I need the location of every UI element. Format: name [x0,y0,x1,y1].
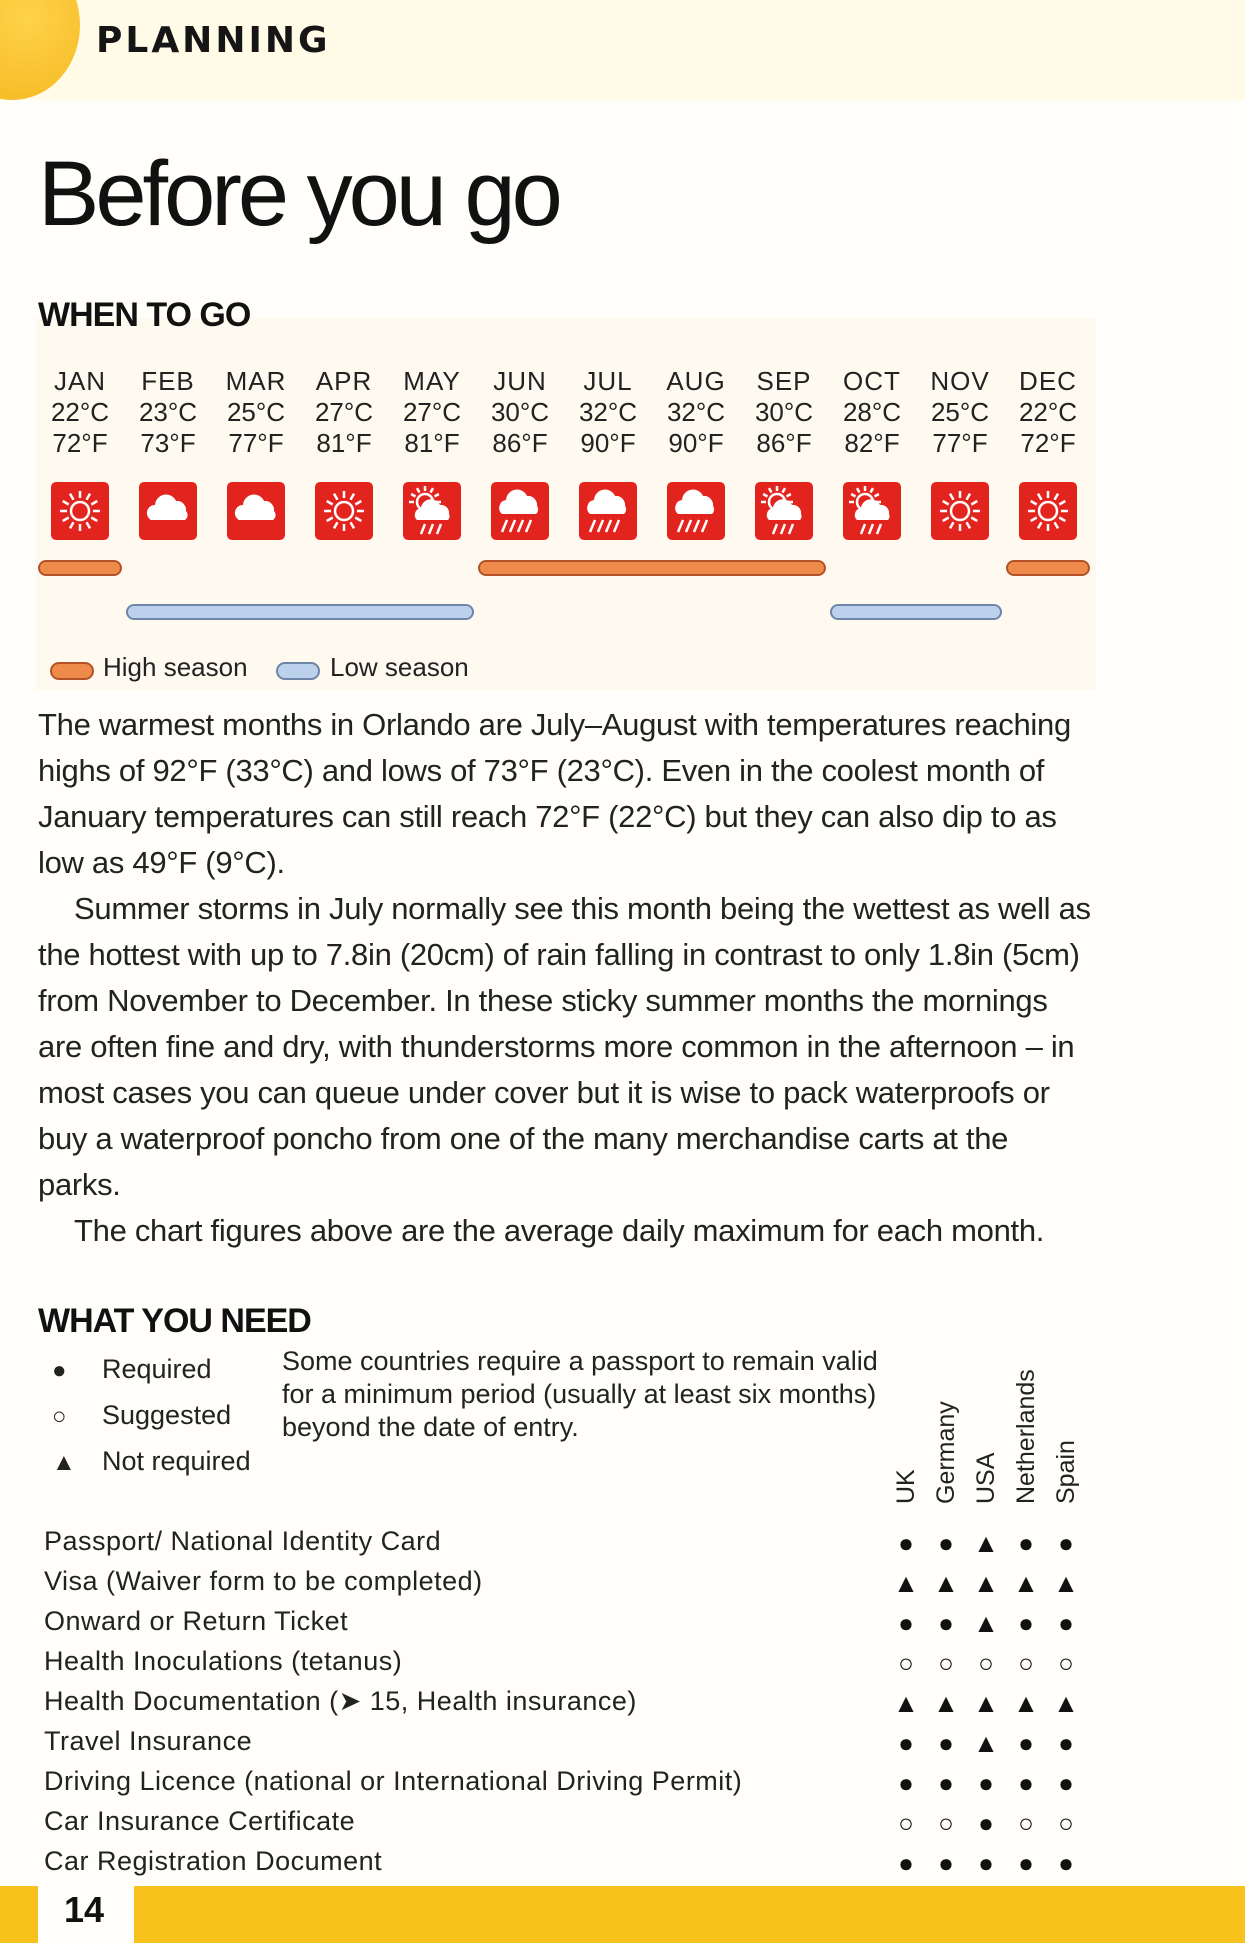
suggested-icon: ○ [978,1648,994,1678]
suggested-icon: ○ [898,1648,914,1678]
temp-celsius: 25°C [226,397,286,427]
month-name: MAY [403,366,461,396]
paragraph: The warmest months in Orlando are July–August with temperatures reaching highs of 92°F (33°C) and lows of 73°F (23°C). Even in the coolest month of January temperatures can still reach 72°F (22°C) but they can also dip to as low as 49°F (9°C). [38,707,1071,880]
month-name: MAR [225,366,287,396]
not-required-icon: ▲ [893,1688,919,1718]
requirement-label: Driving Licence (national or International Driving Permit) [44,1766,743,1796]
paragraph: The chart figures above are the average daily maximum for each month. [74,1213,1045,1248]
cloud-icon [227,482,285,540]
required-icon: ● [1058,1768,1074,1798]
month-jan [36,366,124,459]
cloud-icon [139,482,197,540]
required-icon: ● [898,1728,914,1758]
month-sep [740,366,828,459]
passport-note: Some countries require a passport to remain valid for a minimum period (usually at least six months) beyond the date of entry. [282,1346,878,1442]
suggested-icon: ○ [938,1808,954,1838]
month-name: NOV [930,366,990,396]
country-usa: USA [972,1452,1000,1504]
requirement-label: Health Documentation (➤ 15, Health insurance) [44,1686,637,1716]
requirement-label: Car Insurance Certificate [44,1806,356,1836]
month-name: JUN [493,366,547,396]
suggested-icon: ○ [1018,1808,1034,1838]
requirement-label: Travel Insurance [44,1726,253,1756]
suggested-icon: ○ [938,1648,954,1678]
month-name: APR [315,366,373,396]
required-icon: ● [898,1528,914,1558]
key-label: Not required [102,1446,251,1476]
required-icon: ● [978,1768,994,1798]
country-netherlands: Netherlands [1012,1369,1040,1504]
temp-celsius: 30°C [490,397,550,427]
cloud-rain-icon [667,482,725,540]
cloud-rain-icon [579,482,637,540]
required-icon: ● [938,1528,954,1558]
when-to-go-heading: WHEN TO GO [38,296,251,334]
temp-celsius: 22°C [1018,397,1078,427]
high-season-label: High season [103,652,248,682]
temp-fahrenheit: 90°F [668,428,724,458]
temp-fahrenheit: 72°F [52,428,108,458]
month-name: AUG [666,366,726,396]
month-name: JUL [583,366,633,396]
not-required-icon: ▲ [973,1688,999,1718]
required-icon: ● [1018,1768,1034,1798]
not-required-icon: ▲ [933,1688,959,1718]
temp-celsius: 22°C [50,397,110,427]
sun-icon [1019,482,1077,540]
month-name: OCT [843,366,901,396]
climate-description [38,702,1098,1254]
triangle-icon: ▲ [52,1449,76,1476]
key-label: Required [102,1354,212,1384]
temp-fahrenheit: 86°F [492,428,548,458]
month-feb [124,366,212,459]
month-mar [212,366,300,459]
required-icon: ● [898,1608,914,1638]
required-icon: ● [938,1848,954,1878]
month-jul [564,366,652,459]
temp-celsius: 27°C [402,397,462,427]
high-season-bar [38,560,122,576]
low-season-bar [830,604,1002,620]
required-icon: ● [1058,1528,1074,1558]
temp-celsius: 25°C [930,397,990,427]
paragraph: Summer storms in July normally see this month being the wettest as well as the hottest with up to 7.8in (20cm) of rain falling in contrast to only 1.8in (5cm) from November to December. In these sticky summer months the mornings are often fine and dry, with thunderstorms more common in the afternoon – in most cases you can queue under cover but it is wise to pack waterproofs or buy a waterproof poncho from one of the many merchandise carts at the parks. [38,891,1091,1202]
month-name: SEP [756,366,812,396]
open-circle-icon: ○ [52,1403,67,1430]
temp-fahrenheit: 81°F [316,428,372,458]
filled-circle-icon: ● [52,1357,67,1384]
month-oct [828,366,916,459]
not-required-icon: ▲ [1053,1568,1079,1598]
low-season-bar [126,604,474,620]
month-apr [300,366,388,459]
sun-icon [51,482,109,540]
not-required-icon: ▲ [1053,1688,1079,1718]
required-icon: ● [1018,1728,1034,1758]
not-required-icon: ▲ [973,1728,999,1758]
not-required-icon: ▲ [893,1568,919,1598]
sun-cloud-rain-icon [755,482,813,540]
suggested-icon: ○ [1058,1648,1074,1678]
high-season-bar [1006,560,1090,576]
month-jun [476,366,564,459]
country-spain: Spain [1052,1440,1080,1504]
section-label: PLANNING [96,20,331,61]
required-icon: ● [1058,1848,1074,1878]
high-season-bar [478,560,826,576]
suggested-icon: ○ [1018,1648,1034,1678]
required-icon: ● [978,1808,994,1838]
temp-celsius: 23°C [138,397,198,427]
sun-icon [315,482,373,540]
temp-fahrenheit: 86°F [756,428,812,458]
key-label: Suggested [102,1400,232,1430]
required-icon: ● [938,1728,954,1758]
key-not-required [52,1446,251,1477]
temp-celsius: 32°C [666,397,726,427]
country-uk: UK [892,1469,920,1504]
required-icon: ● [1058,1608,1074,1638]
required-icon: ● [898,1848,914,1878]
month-may [388,366,476,459]
month-name: JAN [53,366,107,396]
required-icon: ● [1018,1848,1034,1878]
sun-cloud-rain-icon [843,482,901,540]
temp-fahrenheit: 72°F [1020,428,1076,458]
requirement-label: Health Inoculations (tetanus) [44,1646,403,1676]
not-required-icon: ▲ [973,1608,999,1638]
country-germany: Germany [932,1401,960,1504]
cloud-rain-icon [491,482,549,540]
not-required-icon: ▲ [933,1568,959,1598]
temp-celsius: 30°C [754,397,814,427]
required-icon: ● [938,1608,954,1638]
temp-fahrenheit: 77°F [228,428,284,458]
month-nov [916,366,1004,459]
temp-fahrenheit: 90°F [580,428,636,458]
key-suggested [52,1400,231,1431]
not-required-icon: ▲ [973,1568,999,1598]
not-required-icon: ▲ [1013,1568,1039,1598]
temp-fahrenheit: 73°F [140,428,196,458]
low-season-swatch [276,662,320,680]
sun-cloud-rain-icon [403,482,461,540]
suggested-icon: ○ [898,1808,914,1838]
required-icon: ● [898,1768,914,1798]
suggested-icon: ○ [1058,1808,1074,1838]
temp-celsius: 28°C [842,397,902,427]
key-required [52,1354,212,1385]
temp-fahrenheit: 77°F [932,428,988,458]
required-icon: ● [978,1848,994,1878]
what-you-need-heading: WHAT YOU NEED [38,1302,311,1340]
temp-fahrenheit: 82°F [844,428,900,458]
page-title: Before you go [38,143,559,245]
temp-celsius: 32°C [578,397,638,427]
required-icon: ● [938,1768,954,1798]
temp-celsius: 27°C [314,397,374,427]
not-required-icon: ▲ [1013,1688,1039,1718]
month-aug [652,366,740,459]
required-icon: ● [1058,1728,1074,1758]
footer-band [0,1886,1245,1943]
requirement-label: Passport/ National Identity Card [44,1526,442,1556]
month-name: DEC [1019,366,1077,396]
requirement-label: Visa (Waiver form to be completed) [44,1566,483,1596]
low-season-label: Low season [330,652,469,682]
temp-fahrenheit: 81°F [404,428,460,458]
not-required-icon: ▲ [973,1528,999,1558]
page-number: 14 [64,1889,105,1930]
month-dec [1004,366,1092,459]
requirement-label: Car Registration Document [44,1846,383,1876]
month-name: FEB [141,366,195,396]
requirement-label: Onward or Return Ticket [44,1606,349,1636]
high-season-swatch [50,662,94,680]
required-icon: ● [1018,1608,1034,1638]
sun-icon [931,482,989,540]
required-icon: ● [1018,1528,1034,1558]
